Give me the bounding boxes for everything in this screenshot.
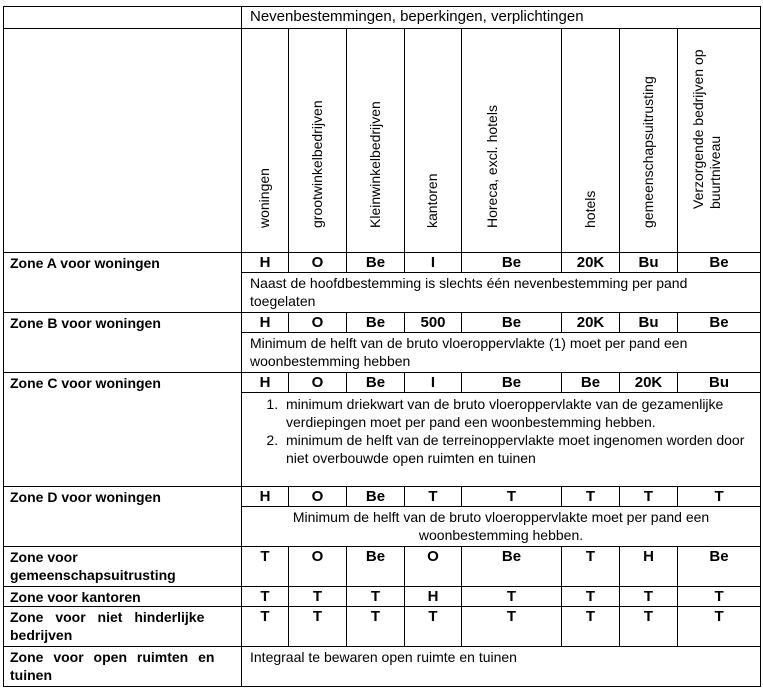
code-cell: T: [289, 607, 347, 647]
code-cell: T: [242, 547, 289, 587]
code-cell: Bu: [620, 253, 678, 273]
column-header: Verzorgende bedrijven op buurtniveau: [690, 49, 724, 209]
code-cell: T: [405, 487, 462, 507]
code-cell: T: [462, 607, 562, 647]
code-cell: T: [562, 587, 620, 607]
zone-note: Minimum de helft van de bruto vloeroppervlakte (1) moet per pand een woonbestemming hebben: [242, 333, 761, 373]
code-cell: T: [242, 587, 289, 607]
zone-label: Zone D voor woningen: [4, 487, 242, 547]
code-cell: 20K: [620, 373, 678, 393]
code-cell: Be: [347, 313, 405, 333]
zone-note: [242, 393, 761, 487]
code-cell: H: [405, 587, 462, 607]
table-title: Nevenbestemmingen, beperkingen, verplichtingen: [242, 7, 761, 29]
code-cell: Be: [462, 373, 562, 393]
code-cell: H: [242, 313, 289, 333]
code-cell: T: [347, 587, 405, 607]
code-cell: H: [242, 373, 289, 393]
code-cell: Be: [678, 547, 761, 587]
code-cell: T: [462, 587, 562, 607]
code-cell: T: [462, 487, 562, 507]
code-cell: T: [405, 607, 462, 647]
zone-label: Zone voor gemeenschapsuitrusting: [4, 547, 242, 587]
code-cell: O: [289, 547, 347, 587]
zone-note: Naast de hoofdbestemming is slechts één nevenbestemming per pand toegelaten: [242, 273, 761, 313]
zone-label: Zone voor open ruimten en tuinen: [4, 647, 242, 687]
code-cell: T: [562, 607, 620, 647]
code-cell: T: [678, 487, 761, 507]
code-cell: H: [242, 253, 289, 273]
code-cell: 20K: [562, 253, 620, 273]
zone-label: Zone A voor woningen: [4, 253, 242, 313]
code-cell: T: [562, 487, 620, 507]
code-cell: Be: [462, 253, 562, 273]
zone-note: Minimum de helft van de bruto vloeroppervlakte moet per pand een woonbestemming hebben.: [242, 507, 761, 547]
code-cell: I: [405, 373, 462, 393]
zone-note: Integraal te bewaren open ruimte en tuinen: [242, 647, 761, 687]
code-cell: Be: [347, 373, 405, 393]
column-header: Horeca, excl. hotels: [483, 105, 500, 228]
zone-c-requirements: [250, 395, 754, 467]
code-cell: I: [405, 253, 462, 273]
column-header: Kleinwinkelbedrijven: [366, 101, 383, 228]
corner-cell: [4, 7, 242, 29]
column-header: kantoren: [424, 173, 440, 228]
code-cell: T: [620, 607, 678, 647]
zone-label: Zone B voor woningen: [4, 313, 242, 373]
code-cell: T: [289, 587, 347, 607]
code-cell: Be: [462, 547, 562, 587]
column-header: grootwinkelbedrijven: [308, 100, 325, 228]
column-header: hotels: [581, 190, 598, 228]
corner-cell-2: [4, 29, 242, 253]
code-cell: O: [289, 313, 347, 333]
column-header: gemeenschapsuitrusting: [639, 76, 656, 228]
code-cell: Bu: [678, 373, 761, 393]
column-header: woningen: [256, 168, 272, 228]
code-cell: T: [620, 487, 678, 507]
code-cell: T: [562, 547, 620, 587]
zone-label: Zone C voor woningen: [4, 373, 242, 487]
code-cell: H: [242, 487, 289, 507]
code-cell: 500: [405, 313, 462, 333]
code-cell: T: [242, 607, 289, 647]
code-cell: O: [405, 547, 462, 587]
code-cell: Be: [347, 253, 405, 273]
code-cell: Be: [562, 373, 620, 393]
code-cell: T: [347, 607, 405, 647]
code-cell: Be: [347, 487, 405, 507]
code-cell: O: [289, 373, 347, 393]
code-cell: H: [620, 547, 678, 587]
code-cell: 20K: [562, 313, 620, 333]
list-item: 2. minimum de helft van de terreinoppervlakte moet ingenomen worden door niet overbouwde open ruimten en tuinen: [282, 431, 754, 467]
code-cell: O: [289, 253, 347, 273]
list-item: 1. minimum driekwart van de bruto vloeroppervlakte van de gezamenlijke verdiepingen moet per pand een woonbestemming hebben.: [282, 395, 754, 431]
code-cell: Be: [678, 313, 761, 333]
code-cell: Bu: [620, 313, 678, 333]
zone-label: Zone voor niet hinderlijke bedrijven: [4, 607, 242, 647]
code-cell: Be: [678, 253, 761, 273]
code-cell: T: [678, 587, 761, 607]
code-cell: T: [678, 607, 761, 647]
code-cell: O: [289, 487, 347, 507]
code-cell: Be: [462, 313, 562, 333]
code-cell: T: [620, 587, 678, 607]
code-cell: Be: [347, 547, 405, 587]
zoning-table: [3, 6, 761, 687]
zone-label: Zone voor kantoren: [4, 587, 242, 607]
